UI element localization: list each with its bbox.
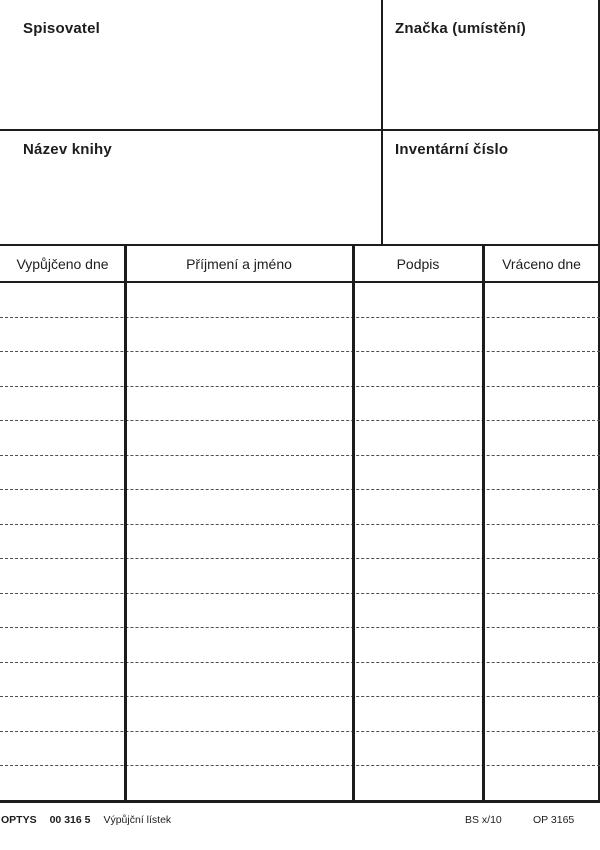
- author-field-area: [0, 40, 380, 128]
- table-row: [0, 352, 600, 387]
- table-row: [0, 697, 600, 732]
- inventory-number-label: Inventární číslo: [395, 141, 509, 158]
- table-row: [0, 628, 600, 663]
- column-divider-line-2: [352, 244, 355, 803]
- column-divider-line-3: [482, 244, 485, 803]
- table-row: [0, 732, 600, 767]
- batch-code: BS x/10: [465, 814, 502, 826]
- table-row: [0, 594, 600, 629]
- table-row: [0, 421, 600, 456]
- section-divider-line: [0, 129, 600, 131]
- table-row: [0, 559, 600, 594]
- book-title-label: Název knihy: [23, 141, 112, 158]
- table-header-row: [0, 246, 600, 281]
- table-row: [0, 318, 600, 353]
- table-row: [0, 525, 600, 560]
- form-title: Výpůjční lístek: [103, 814, 172, 826]
- table-row: [0, 766, 600, 800]
- author-label: Spisovatel: [23, 20, 101, 37]
- brand-text: OPTYS: [1, 814, 37, 826]
- column-header-borrowed-date: Vypůjčeno dne: [16, 255, 109, 272]
- column-header-returned-date: Vráceno dne: [502, 255, 581, 272]
- shelf-mark-field-area: [384, 40, 598, 128]
- table-row: [0, 456, 600, 491]
- table-body: [0, 283, 600, 800]
- table-row: [0, 490, 600, 525]
- product-code: OP 3165: [533, 814, 575, 826]
- inventory-number-field-area: [384, 162, 598, 242]
- footer-left: [1, 814, 171, 826]
- column-header-surname-name: Příjmení a jméno: [186, 255, 292, 272]
- table-row: [0, 387, 600, 422]
- form-code: 00 316 5: [49, 814, 91, 826]
- table-row: [0, 663, 600, 698]
- shelf-mark-label: Značka (umístění): [395, 20, 526, 37]
- top-section-vertical-divider-line: [381, 0, 383, 245]
- column-header-signature: Podpis: [396, 255, 440, 272]
- table-row: [0, 283, 600, 318]
- book-title-field-area: [0, 162, 380, 242]
- table-bottom-border-line: [0, 800, 600, 803]
- column-divider-line-1: [124, 244, 127, 803]
